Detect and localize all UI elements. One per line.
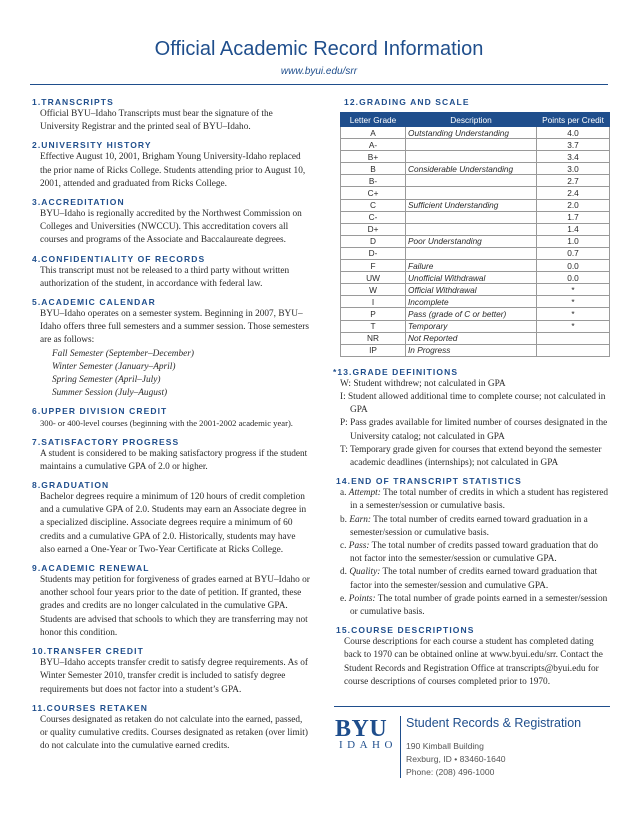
section-heading: 7.SATISFACTORY PROGRESS [32, 436, 180, 447]
description-cell [406, 175, 537, 187]
column-header: Description [406, 113, 537, 127]
section-upper-division [32, 406, 310, 430]
calendar-item: Spring Semester (April–July) [52, 375, 161, 386]
section-body: Course descriptions for each course a student has completed dating back to 1970 can be obtained online at www.byui.edu/srr. Contact the Student Records and Registration Office at transcripts@byui.edu for course descriptions of courses completed prior to 1970. [344, 637, 603, 687]
statistic-text: The total number of grade points earned in a semester/session or cumulative basis. [350, 593, 608, 618]
section-body [336, 487, 610, 619]
calendar-intro: BYU–Idaho operates on a semester system. Beginning in 2007, BYU–Idaho offers three full semesters and a summer session. Those semesters are as follows: [40, 309, 309, 346]
points-cell: 2.7 [537, 175, 610, 187]
section-satisfactory-progress [32, 437, 310, 474]
column-header: Points per Credit [537, 113, 610, 127]
section-heading: *13.GRADE DEFINITIONS [333, 366, 459, 377]
grading-table-body [341, 127, 610, 357]
letter-grade-cell: D [341, 235, 406, 247]
points-cell: 1.0 [537, 235, 610, 247]
table-row [341, 199, 610, 211]
description-cell: Considerable Understanding [406, 163, 537, 175]
section-transfer-credit [32, 646, 310, 697]
section-course-descriptions [336, 625, 610, 689]
section-heading: 5.ACADEMIC CALENDAR [32, 297, 156, 308]
statistic-prefix: b. [340, 514, 347, 525]
section-heading: 11.COURSES RETAKEN [32, 702, 148, 713]
points-cell: * [537, 320, 610, 332]
right-column [333, 97, 610, 689]
table-row [341, 211, 610, 223]
points-cell: 2.0 [537, 199, 610, 211]
logo-wordmark: BYU [335, 716, 388, 742]
points-cell: 3.0 [537, 163, 610, 175]
points-cell: 1.4 [537, 223, 610, 235]
statistic-term: Earn: [349, 514, 372, 525]
table-row [341, 151, 610, 163]
letter-grade-cell: I [341, 296, 406, 308]
description-cell: Sufficient Understanding [406, 199, 537, 211]
table-row [341, 272, 610, 284]
section-heading: 15.COURSE DESCRIPTIONS [336, 625, 475, 636]
section-body: Students may petition for forgiveness of grades earned at BYU–Idaho or another school four years prior to the date of petition. If granted, these grades and credits are no longer calculated in the cumulative GPA. Students are advised that schools to which they are transferring may not honor this condition. [40, 575, 310, 638]
address-line-1: 190 Kimball Building [406, 741, 484, 751]
section-grade-definitions [333, 366, 610, 470]
footer-divider [334, 706, 610, 707]
section-courses-retaken [32, 703, 310, 754]
letter-grade-cell: B+ [341, 151, 406, 163]
byu-idaho-logo [335, 716, 397, 751]
letter-grade-cell: P [341, 308, 406, 320]
table-row [341, 187, 610, 199]
section-transcript-statistics [336, 476, 610, 619]
letter-grade-cell: A [341, 127, 406, 139]
section-body: Bachelor degrees require a minimum of 120 hours of credit completion and a cumulative GPA of 2.0. Students may earn an Associate degree in a specialized discipline. Associate degrees require a minimum of 60 credits and a cumulative GPA of 2.0. Historically, students may have also earned a One-Year or Two-Year Certificate at Ricks College. [40, 492, 307, 555]
section-academic-calendar [32, 297, 310, 400]
description-cell [406, 187, 537, 199]
points-cell: 0.0 [537, 272, 610, 284]
description-cell [406, 247, 537, 259]
definition-item: P: Pass grades available for limited number of courses designated in the University catalog; not calculated in GPA [340, 418, 608, 442]
office-name: Student Records & Registration [406, 716, 582, 730]
points-cell [537, 332, 610, 344]
table-row [341, 139, 610, 151]
section-grading-scale [336, 97, 610, 357]
letter-grade-cell: B [341, 163, 406, 175]
statistic-item [340, 566, 610, 592]
section-body: Official BYU–Idaho Transcripts must bear the signature of the University Registrar and the printed seal of BYU–Idaho. [40, 109, 273, 133]
section-heading: 14.END OF TRANSCRIPT STATISTICS [336, 476, 522, 487]
table-row [341, 127, 610, 139]
description-cell: In Progress [406, 344, 537, 356]
letter-grade-cell: W [341, 284, 406, 296]
definition-item: T: Temporary grade given for courses that extend beyond the semester academic deadlines (internships); not calculated in GPA [340, 444, 602, 468]
letter-grade-cell: T [341, 320, 406, 332]
section-graduation [32, 480, 310, 557]
calendar-item: Summer Session (July–August) [52, 388, 168, 399]
header-divider [30, 84, 608, 85]
section-transcripts [32, 97, 310, 134]
statistic-item [340, 487, 610, 513]
table-header-row [341, 113, 610, 127]
section-body: This transcript must not be released to a third party without written authorization of the student, in accordance with federal law. [40, 265, 290, 289]
letter-grade-cell: D- [341, 247, 406, 259]
calendar-item: Fall Semester (September–December) [52, 348, 194, 359]
section-heading: 8.GRADUATION [32, 480, 110, 491]
definition-item: W: Student withdrew; not calculated in GPA [340, 378, 506, 389]
grading-table [340, 112, 610, 357]
statistic-item [340, 514, 610, 540]
table-row [341, 296, 610, 308]
points-cell: 4.0 [537, 127, 610, 139]
statistic-text: The total number of credits earned toward graduation that factor into the semester/session and cumulative GPA. [350, 567, 598, 591]
points-cell: 3.7 [537, 139, 610, 151]
points-cell [537, 344, 610, 356]
description-cell [406, 211, 537, 223]
statistic-prefix: c. [340, 541, 347, 552]
statistic-term: Attempt: [348, 488, 381, 499]
description-cell [406, 223, 537, 235]
section-heading: 1.TRANSCRIPTS [32, 97, 114, 107]
section-body [336, 378, 610, 470]
table-row [341, 163, 610, 175]
section-heading: 9.ACADEMIC RENEWAL [32, 563, 150, 574]
statistic-term: Quality: [349, 567, 381, 578]
letter-grade-cell: C+ [341, 187, 406, 199]
points-cell: 1.7 [537, 211, 610, 223]
phone-number: Phone: (208) 496-1000 [406, 767, 495, 777]
section-body: 300- or 400-level courses (beginning with the 2001-2002 academic year). [40, 418, 293, 429]
letter-grade-cell: A- [341, 139, 406, 151]
points-cell: * [537, 284, 610, 296]
column-header: Letter Grade [341, 113, 406, 127]
section-heading: 6.UPPER DIVISION CREDIT [32, 406, 168, 417]
left-column [32, 97, 310, 753]
description-cell: Official Withdrawal [406, 284, 537, 296]
section-confidentiality [32, 254, 310, 291]
letter-grade-cell: F [341, 260, 406, 272]
table-row [341, 344, 610, 356]
statistic-prefix: e. [340, 593, 347, 604]
description-cell: Pass (grade of C or better) [406, 308, 537, 320]
table-row [341, 320, 610, 332]
table-row [341, 332, 610, 344]
definition-item: I: Student allowed additional time to complete course; not calculated in GPA [340, 391, 606, 416]
page-title: Official Academic Record Information [154, 38, 484, 60]
footer-vertical-divider [400, 716, 401, 778]
letter-grade-cell: B- [341, 175, 406, 187]
points-cell: * [537, 308, 610, 320]
points-cell: 2.4 [537, 187, 610, 199]
letter-grade-cell: IP [341, 344, 406, 356]
letter-grade-cell: UW [341, 272, 406, 284]
table-row [341, 235, 610, 247]
points-cell: 0.0 [537, 260, 610, 272]
logo-subtitle: IDAHO [339, 739, 397, 751]
section-accreditation [32, 197, 310, 248]
section-academic-renewal [32, 563, 310, 640]
website-url[interactable]: www.byui.edu/srr [280, 66, 358, 77]
description-cell [406, 139, 537, 151]
statistic-text: The total number of credits in which a student has registered in a semester/session or cumulative basis. [350, 488, 609, 512]
statistic-text: The total number of credits earned toward graduation in a semester/session or cumulative basis. [350, 514, 588, 538]
section-body: BYU–Idaho is regionally accredited by the Northwest Commission on Colleges and Universities (NWCCU). This accreditation covers all courses and programs of the Associate and Baccalaureate degrees. [40, 209, 302, 246]
description-cell: Incomplete [406, 296, 537, 308]
section-heading: 3.ACCREDITATION [32, 197, 125, 208]
section-heading: 2.UNIVERSITY HISTORY [32, 140, 152, 151]
section-heading: 12.GRADING AND SCALE [344, 97, 470, 107]
points-cell: 3.4 [537, 151, 610, 163]
statistic-prefix: a. [340, 488, 347, 499]
address-line-2: Rexburg, ID • 83460-1640 [406, 754, 506, 764]
table-row [341, 175, 610, 187]
calendar-item: Winter Semester (January–April) [52, 361, 176, 372]
section-body [32, 308, 310, 400]
letter-grade-cell: C [341, 199, 406, 211]
description-cell [406, 151, 537, 163]
section-body: A student is considered to be making satisfactory progress if the student maintains a cumulative GPA of 2.0 or higher. [40, 448, 308, 472]
statistic-prefix: d. [340, 567, 347, 578]
statistic-item [340, 540, 610, 566]
letter-grade-cell: D+ [341, 223, 406, 235]
description-cell: Outstanding Understanding [406, 127, 537, 139]
description-cell: Failure [406, 260, 537, 272]
statistic-item [340, 593, 610, 619]
statistic-term: Pass: [348, 541, 370, 552]
points-cell: * [537, 296, 610, 308]
contact-block [406, 716, 581, 779]
table-row [341, 284, 610, 296]
section-body: Courses designated as retaken do not calculate into the earned, passed, or quality cumulative credits. Courses designated as retaken (over limit) do not calculate into the cumulative earned credits. [40, 714, 308, 752]
section-body: Effective August 10, 2001, Brigham Young University-Idaho replaced the prior name of Ricks College. Students attending prior to August 10, 2001, attended and graduated from Ricks College. [40, 152, 306, 189]
points-cell: 0.7 [537, 247, 610, 259]
section-heading: 10.TRANSFER CREDIT [32, 646, 144, 657]
description-cell: Unofficial Withdrawal [406, 272, 537, 284]
section-body: BYU–Idaho accepts transfer credit to satisfy degree requirements. As of Winter Semester 2010, transfer credit is included to satisfy degree requirements but does not factor into a student’s GPA. [40, 658, 308, 695]
description-cell: Not Reported [406, 332, 537, 344]
statistic-text: The total number of credits passed toward graduation that do not factor into the semester/session or cumulative GPA. [350, 541, 599, 565]
description-cell: Poor Understanding [406, 235, 537, 247]
table-row [341, 260, 610, 272]
section-heading: 4.CONFIDENTIALITY OF RECORDS [32, 253, 206, 264]
letter-grade-cell: NR [341, 332, 406, 344]
table-row [341, 308, 610, 320]
description-cell: Temporary [406, 320, 537, 332]
section-university-history [32, 140, 310, 191]
statistic-term: Points: [348, 593, 376, 604]
table-row [341, 223, 610, 235]
letter-grade-cell: C- [341, 211, 406, 223]
table-row [341, 247, 610, 259]
